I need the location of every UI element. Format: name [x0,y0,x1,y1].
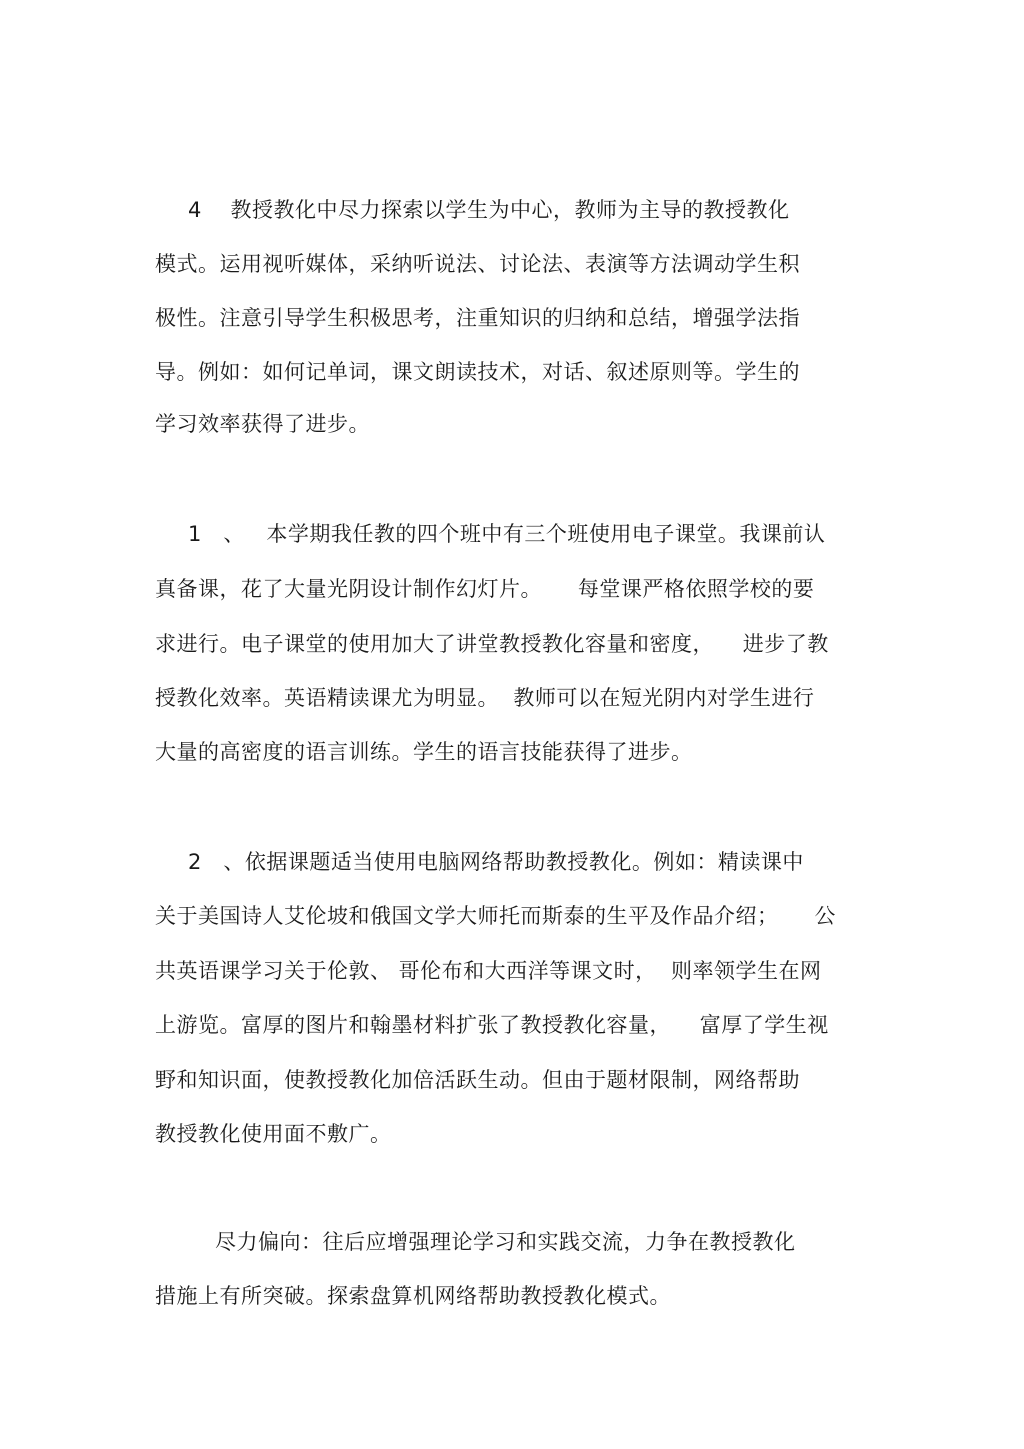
text-line: 措施上有所突破。探索盘算机网络帮助教授教化模式。 [155,1284,671,1308]
text-line: 1 、 本学期我任教的四个班中有三个班使用电子课堂。我课前认 [188,522,826,546]
text-line: 尽力偏向：往后应增强理论学习和实践交流，力争在教授教化 [215,1230,796,1254]
text-line: 关于美国诗人艾伦坡和俄国文学大师托而斯泰的生平及作品介绍； 公 [155,904,836,928]
text-line: 4 教授教化中尽力探索以学生为中心，教师为主导的教授教化 [188,198,790,222]
text-line: 2 、依据课题适当使用电脑网络帮助教授教化。例如：精读课中 [188,850,804,874]
text-line: 教授教化使用面不敷广。 [155,1122,392,1146]
text-line: 学习效率获得了进步。 [155,412,370,436]
text-line: 上游览。富厚的图片和翰墨材料扩张了教授教化容量， 富厚了学生视 [155,1013,829,1037]
text-line: 真备课，花了大量光阴设计制作幻灯片。 每堂课严格依照学校的要 [155,577,815,601]
text-line: 模式。运用视听媒体，采纳听说法、讨论法、表演等方法调动学生积 [155,252,800,276]
text-line: 求进行。电子课堂的使用加大了讲堂教授教化容量和密度， 进步了教 [155,632,829,656]
text-line: 极性。注意引导学生积极思考，注重知识的归纳和总结，增强学法指 [155,306,800,330]
text-line: 大量的高密度的语言训练。学生的语言技能获得了进步。 [155,740,693,764]
text-line: 共英语课学习关于伦敦、 哥伦布和大西洋等课文时， 则率领学生在网 [155,959,822,983]
text-line: 野和知识面，使教授教化加倍活跃生动。但由于题材限制，网络帮助 [155,1068,800,1092]
text-line: 授教化效率。英语精读课尤为明显。 教师可以在短光阴内对学生进行 [155,686,815,710]
text-line: 导。例如：如何记单词，课文朗读技术，对话、叙述原则等。学生的 [155,360,800,384]
